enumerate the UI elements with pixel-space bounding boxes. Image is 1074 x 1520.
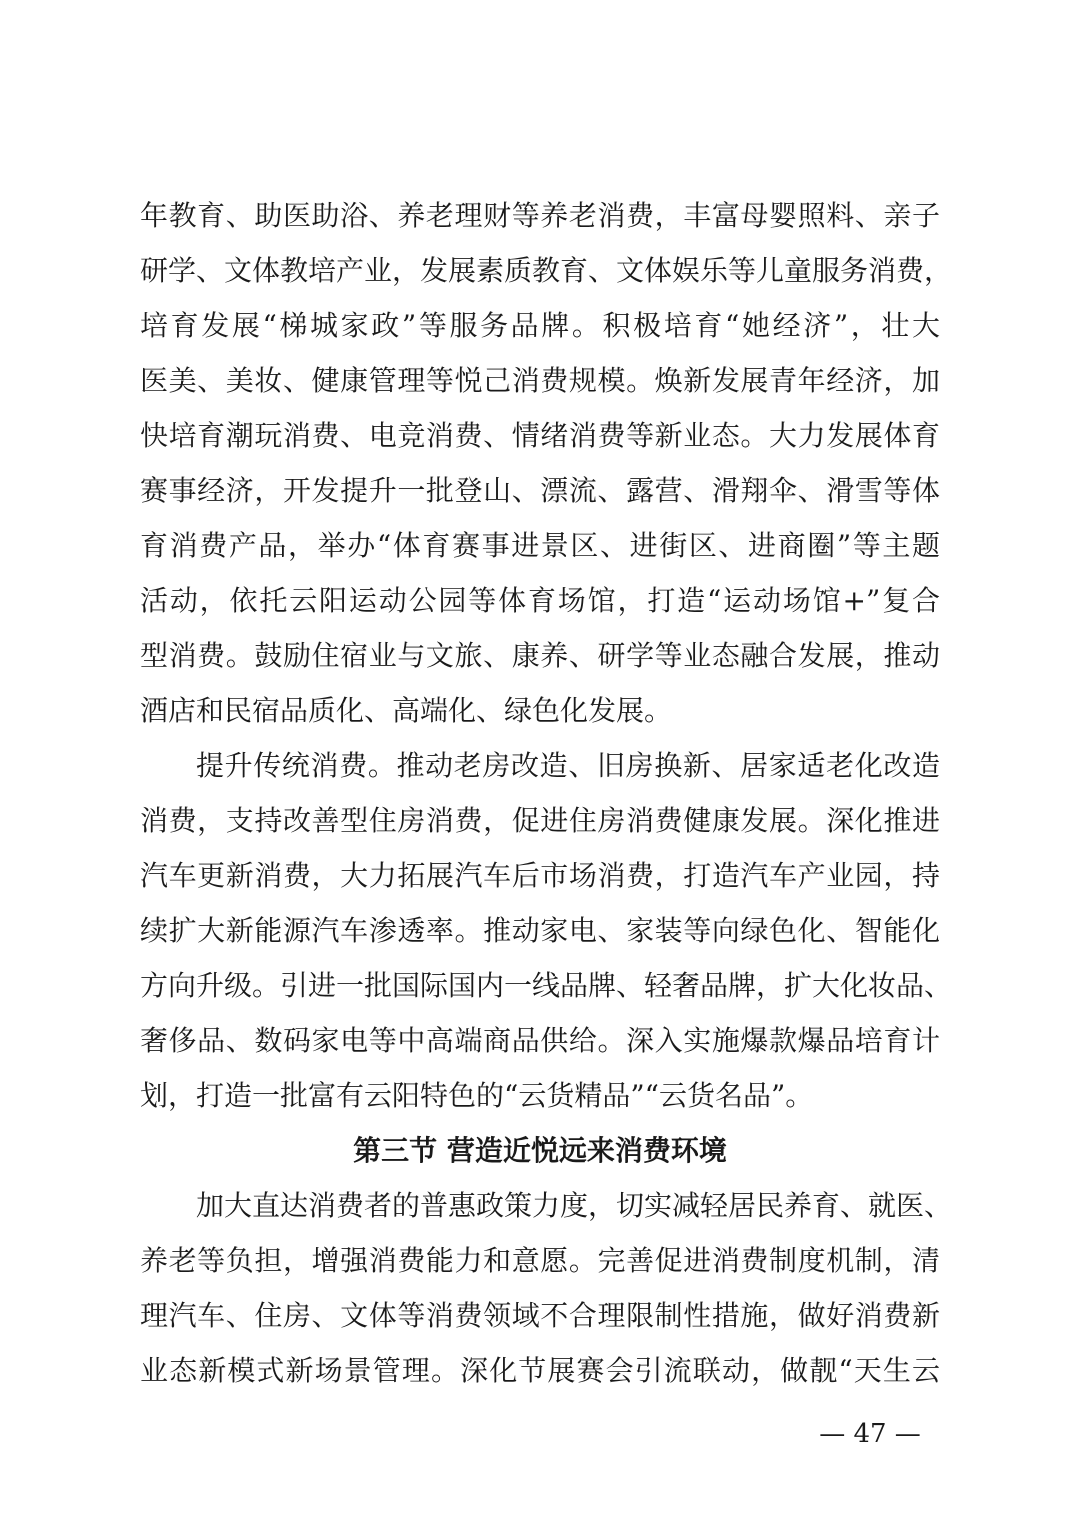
text-line: 赛事经济，开发提升一批登山、漂流、露营、滑翔伞、滑雪等体 (140, 474, 940, 507)
text-line-indented: 加大直达消费者的普惠政策力度，切实减轻居民养育、就医、 (196, 1189, 953, 1222)
text-line: 划，打造一批富有云阳特色的“云货精品”“云货名品”。 (140, 1079, 814, 1112)
text-line-indented: 提升传统消费。推动老房改造、旧房换新、居家适老化改造 (196, 749, 940, 782)
text-line: 酒店和民宿品质化、高端化、绿色化发展。 (140, 694, 673, 727)
text-line: 汽车更新消费，大力拓展汽车后市场消费，打造汽车产业园，持 (140, 859, 940, 892)
text-line: 消费，支持改善型住房消费，促进住房消费健康发展。深化推进 (140, 804, 940, 837)
text-line: 培育发展“梯城家政”等服务品牌。积极培育“她经济”，壮大 (140, 309, 940, 342)
text-line: 医美、美妆、健康管理等悦己消费规模。焕新发展青年经济，加 (140, 364, 940, 397)
text-line: 理汽车、住房、文体等消费领域不合理限制性措施，做好消费新 (140, 1299, 940, 1332)
text-line: 方向升级。引进一批国际国内一线品牌、轻奢品牌，扩大化妆品、 (140, 969, 953, 1002)
text-line: 型消费。鼓励住宿业与文旅、康养、研学等业态融合发展，推动 (140, 639, 940, 672)
text-line: 续扩大新能源汽车渗透率。推动家电、家装等向绿色化、智能化 (140, 914, 940, 947)
text-line: 养老等负担，增强消费能力和意愿。完善促进消费制度机制，清 (140, 1244, 940, 1277)
text-line: 奢侈品、数码家电等中高端商品供给。深入实施爆款爆品培育计 (140, 1024, 940, 1057)
text-line: 年教育、助医助浴、养老理财等养老消费，丰富母婴照料、亲子 (140, 199, 940, 232)
page-number: — 47 — (819, 1419, 921, 1449)
text-line: 活动，依托云阳运动公园等体育场馆，打造“运动场馆+”复合 (140, 584, 940, 617)
text-line: 快培育潮玩消费、电竞消费、情绪消费等新业态。大力发展体育 (140, 419, 940, 452)
text-line: 育消费产品，举办“体育赛事进景区、进街区、进商圈”等主题 (140, 529, 940, 562)
section-heading: 第三节 营造近悦远来消费环境 (353, 1134, 727, 1167)
text-line: 业态新模式新场景管理。深化节展赛会引流联动，做靓“天生云 (140, 1354, 940, 1387)
text-line: 研学、文体教培产业，发展素质教育、文体娱乐等儿童服务消费， (140, 254, 953, 287)
